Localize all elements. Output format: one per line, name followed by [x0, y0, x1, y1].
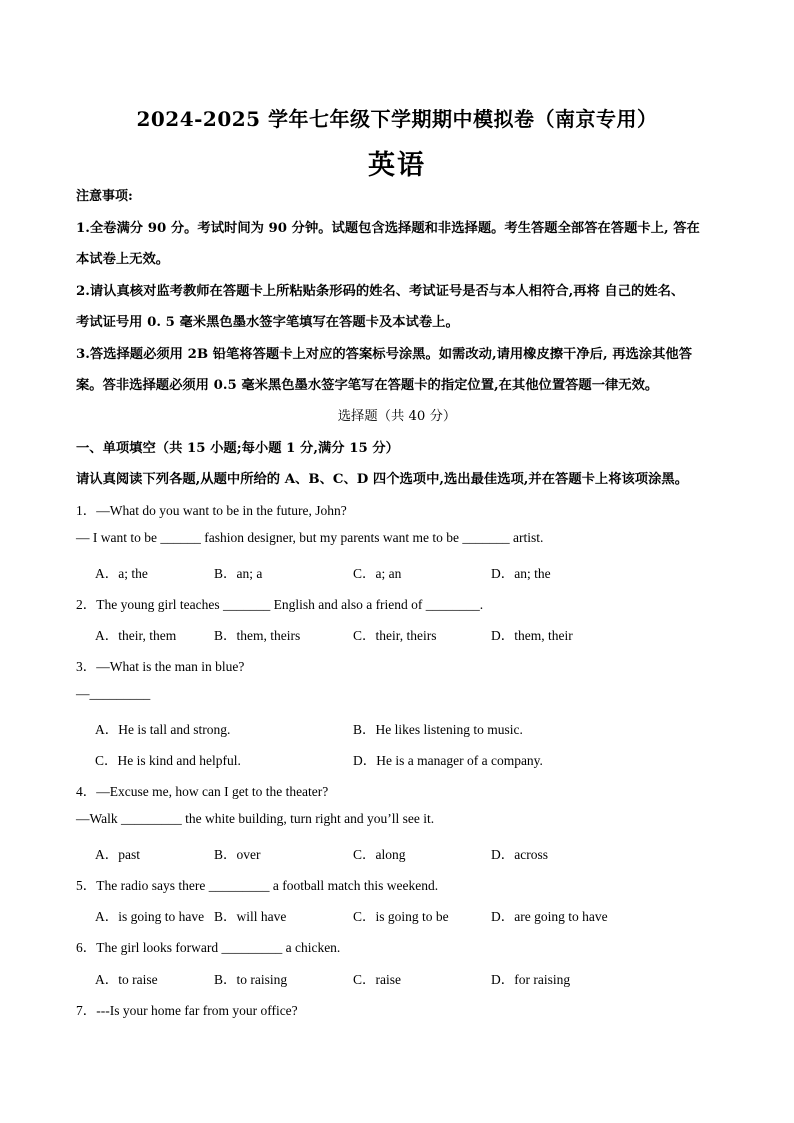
- option-b: B．an; a: [214, 566, 263, 581]
- question-line: 5．The radio says there _________ a football match this weekend.: [76, 878, 439, 893]
- option-c: C．along: [353, 847, 406, 862]
- option-a: A．past: [95, 847, 140, 862]
- question-line: 3．—What is the man in blue?: [76, 659, 245, 674]
- option-a: A．is going to have: [95, 909, 205, 924]
- question-line: — I want to be ______ fashion designer, but my parents want me to be _______ artist.: [76, 530, 544, 545]
- question-line: —Walk _________ the white building, turn right and you’ll see it.: [76, 811, 435, 826]
- notice-heading: 注意事项:: [76, 189, 133, 204]
- option-b: B．will have: [214, 909, 287, 924]
- part-heading: 一、单项填空（共 15 小题;每小题 1 分,满分 15 分）: [76, 441, 399, 456]
- part-instruction: 请认真阅读下列各题,从题中所给的 A、B、C、D 四个选项中,选出最佳选项,并在答题卡上将该项涂黑。: [76, 472, 688, 487]
- option-b: B．He likes listening to music.: [353, 722, 523, 737]
- notice-line: 1.全卷满分 90 分。考试时间为 90 分钟。试题包含选择题和非选择题。考生答题全部答在答题卡上, 答在: [76, 221, 700, 236]
- notice-line: 考试证号用 0. 5 毫米黑色墨水签字笔填写在答题卡及本试卷上。: [76, 315, 459, 330]
- option-c: C．is going to be: [353, 909, 449, 924]
- option-d: D．for raising: [491, 972, 571, 987]
- option-d: D．them, their: [491, 628, 573, 643]
- question-line: 4．—Excuse me, how can I get to the theater?: [76, 784, 329, 799]
- option-c: C．their, theirs: [353, 628, 437, 643]
- exam-title: 2024-2025 学年七年级下学期期中模拟卷（南京专用）: [136, 107, 658, 131]
- option-b: B．them, theirs: [214, 628, 301, 643]
- question-line: 1．—What do you want to be in the future, John?: [76, 503, 347, 518]
- option-a: A．He is tall and strong.: [95, 722, 231, 737]
- option-c: C．a; an: [353, 566, 402, 581]
- notice-line: 3.答选择题必须用 2B 铅笔将答题卡上对应的答案标号涂黑。如需改动,请用橡皮擦干净后, 再选涂其他答: [76, 347, 692, 362]
- notice-line: 案。答非选择题必须用 0.5 毫米黑色墨水签字笔写在答题卡的指定位置,在其他位置答题一律无效。: [76, 378, 659, 393]
- option-b: B．over: [214, 847, 261, 862]
- question-line: 7．---Is your home far from your office?: [76, 1003, 298, 1018]
- subject-title: 英语: [368, 150, 426, 181]
- option-a: A．a; the: [95, 566, 148, 581]
- option-c: C．He is kind and helpful.: [95, 753, 241, 768]
- option-d: D．are going to have: [491, 909, 608, 924]
- option-b: B．to raising: [214, 972, 288, 987]
- question-line: —_________: [76, 686, 151, 701]
- question-line: 6．The girl looks forward _________ a chicken.: [76, 940, 341, 955]
- section-title: 选择题（共 40 分）: [337, 409, 457, 424]
- option-c: C．raise: [353, 972, 401, 987]
- option-a: A．their, them: [95, 628, 177, 643]
- option-d: D．an; the: [491, 566, 551, 581]
- notice-line: 2.请认真核对监考教师在答题卡上所粘贴条形码的姓名、考试证号是否与本人相符合,再将 自己的姓名、: [76, 284, 685, 299]
- option-d: D．He is a manager of a company.: [353, 753, 543, 768]
- option-d: D．across: [491, 847, 548, 862]
- option-a: A．to raise: [95, 972, 158, 987]
- notice-line: 本试卷上无效。: [76, 252, 170, 267]
- question-line: 2．The young girl teaches _______ English and also a friend of ________.: [76, 597, 484, 612]
